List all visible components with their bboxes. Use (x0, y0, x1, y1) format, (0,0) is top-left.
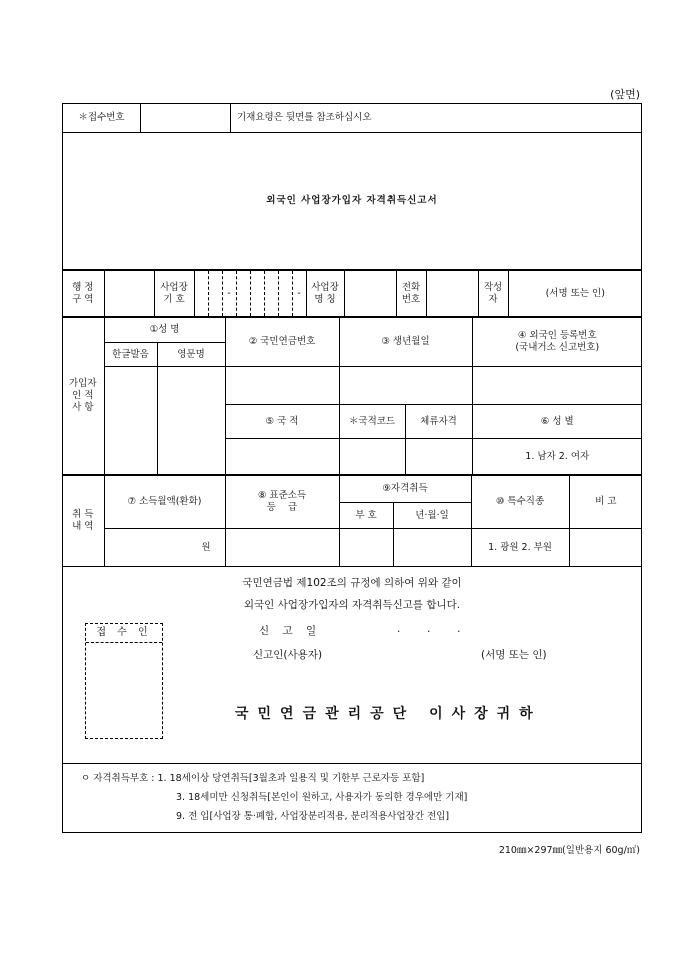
gender-options[interactable]: 1. 남자 2. 여자 (472, 439, 642, 475)
subscriber-section-label: 가입자 인 적 사 항 (62, 318, 104, 475)
declaration-section (63, 567, 641, 764)
code-digit[interactable] (264, 271, 278, 317)
workplace-code-label: 사업장 기 호 (154, 271, 194, 317)
english-name-field[interactable] (157, 367, 225, 475)
receiver-label: 접 수 인 (86, 624, 162, 643)
code-digit[interactable] (208, 271, 222, 317)
paper-spec: 210㎜×297㎜(일반용지 60g/㎡) (498, 845, 640, 856)
subscriber-section (62, 317, 642, 475)
acquisition-section-label: 취 득 내 역 (62, 476, 104, 567)
special-job-label: ⑩ 특수직종 (471, 476, 569, 529)
code-separator: - (227, 287, 231, 299)
phone-label: 전화 번호 (396, 271, 426, 317)
korean-pron-label: 한글발음 (104, 343, 157, 367)
report-date-label: 신 고 일 (259, 625, 317, 637)
form-title: 외국인 사업장가입자 자격취득신고서 (62, 133, 642, 270)
code-digit[interactable] (222, 271, 236, 317)
monthly-income-field[interactable] (104, 529, 225, 567)
admin-area-field[interactable] (104, 271, 154, 317)
receiver-stamp-box[interactable] (85, 623, 163, 739)
reporter-signature[interactable]: (서명 또는 인) (481, 649, 547, 661)
nationality-label: ⑤ 국 적 (225, 405, 339, 439)
notes-section (63, 764, 641, 824)
code-digit[interactable] (194, 271, 208, 317)
gender-label: ⑥ 성 별 (472, 405, 642, 439)
workplace-row (62, 270, 642, 317)
code-digit[interactable] (278, 271, 292, 317)
qualification-code-field[interactable] (339, 529, 393, 567)
writer-signature[interactable]: (서명 또는 인) (508, 271, 642, 317)
receipt-no-label: ＊접수번호 (63, 104, 141, 133)
workplace-name-label: 사업장 명 칭 (306, 271, 344, 317)
note-line-3: 9. 전 입[사업장 통·폐합, 사업장분리적용, 분리적용사업장간 전입] (176, 811, 450, 822)
writer-label: 작성자 (478, 271, 508, 317)
addressee: 국민연금관리공단 이사장귀하 (235, 706, 542, 722)
code-digit[interactable] (250, 271, 264, 317)
pension-no-field[interactable] (225, 367, 339, 405)
birth-date-field[interactable] (339, 367, 472, 405)
qualification-code-label: 부 호 (339, 503, 393, 529)
receipt-no-field[interactable] (141, 104, 231, 133)
workplace-name-field[interactable] (344, 271, 396, 317)
header-row (62, 103, 642, 133)
nationality-code-label: ＊국적코드 (339, 405, 405, 439)
stay-status-label: 체류자격 (405, 405, 472, 439)
note-line-2: 3. 18세미만 신청취득[본인이 원하고, 사용자가 동의한 경우에만 기재] (176, 792, 468, 803)
remarks-label: 비 고 (569, 476, 642, 529)
declaration-line-1: 국민연금법 제102조의 규정에 의하여 위와 같이 (242, 577, 462, 589)
name-label: ①성 명 (104, 318, 225, 343)
currency-unit: 원 (201, 541, 211, 553)
foreign-reg-label: ④ 외국인 등록번호 (국내거소 신고번호) (472, 318, 642, 367)
qualification-label: ⑨자격취득 (339, 476, 471, 503)
foreign-reg-field[interactable] (472, 367, 642, 405)
stay-status-field[interactable] (405, 439, 472, 475)
acquisition-section (62, 475, 642, 567)
monthly-income-label: ⑦ 소득월액(환화) (104, 476, 225, 529)
admin-area-label: 행 정 구 역 (62, 271, 104, 317)
korean-pron-field[interactable] (104, 367, 157, 475)
phone-field[interactable] (426, 271, 478, 317)
report-form (62, 103, 642, 833)
qualification-date-field[interactable] (393, 529, 471, 567)
special-job-options[interactable]: 1. 광원 2. 부원 (471, 529, 569, 567)
instruction-text: 기재요령은 뒷면를 참조하십시오 (231, 104, 643, 133)
remarks-field[interactable] (569, 529, 642, 567)
code-digit[interactable] (236, 271, 250, 317)
note-line-1: ㅇ 자격취득부호 : 1. 18세이상 당연취득[3월초과 일용직 및 기한부 근로자등 포함] (81, 773, 425, 784)
qualification-date-label: 년·월·일 (393, 503, 471, 529)
standard-income-field[interactable] (225, 529, 339, 567)
report-date-value[interactable]: . . . (397, 623, 461, 635)
code-separator: - (297, 287, 301, 299)
reporter-label: 신고인(사용자) (253, 649, 323, 661)
standard-income-label: ⑧ 표준소득 등 급 (225, 476, 339, 529)
english-name-label: 영문명 (157, 343, 225, 367)
birth-date-label: ③ 생년월일 (339, 318, 472, 367)
page-side-label: (앞면) (610, 88, 640, 101)
pension-no-label: ② 국민연금번호 (225, 318, 339, 367)
nationality-field[interactable] (225, 439, 339, 475)
nationality-code-field[interactable] (339, 439, 405, 475)
declaration-line-2: 외국인 사업장가입자의 자격취득신고를 합니다. (243, 599, 461, 611)
code-digit[interactable] (292, 271, 306, 317)
